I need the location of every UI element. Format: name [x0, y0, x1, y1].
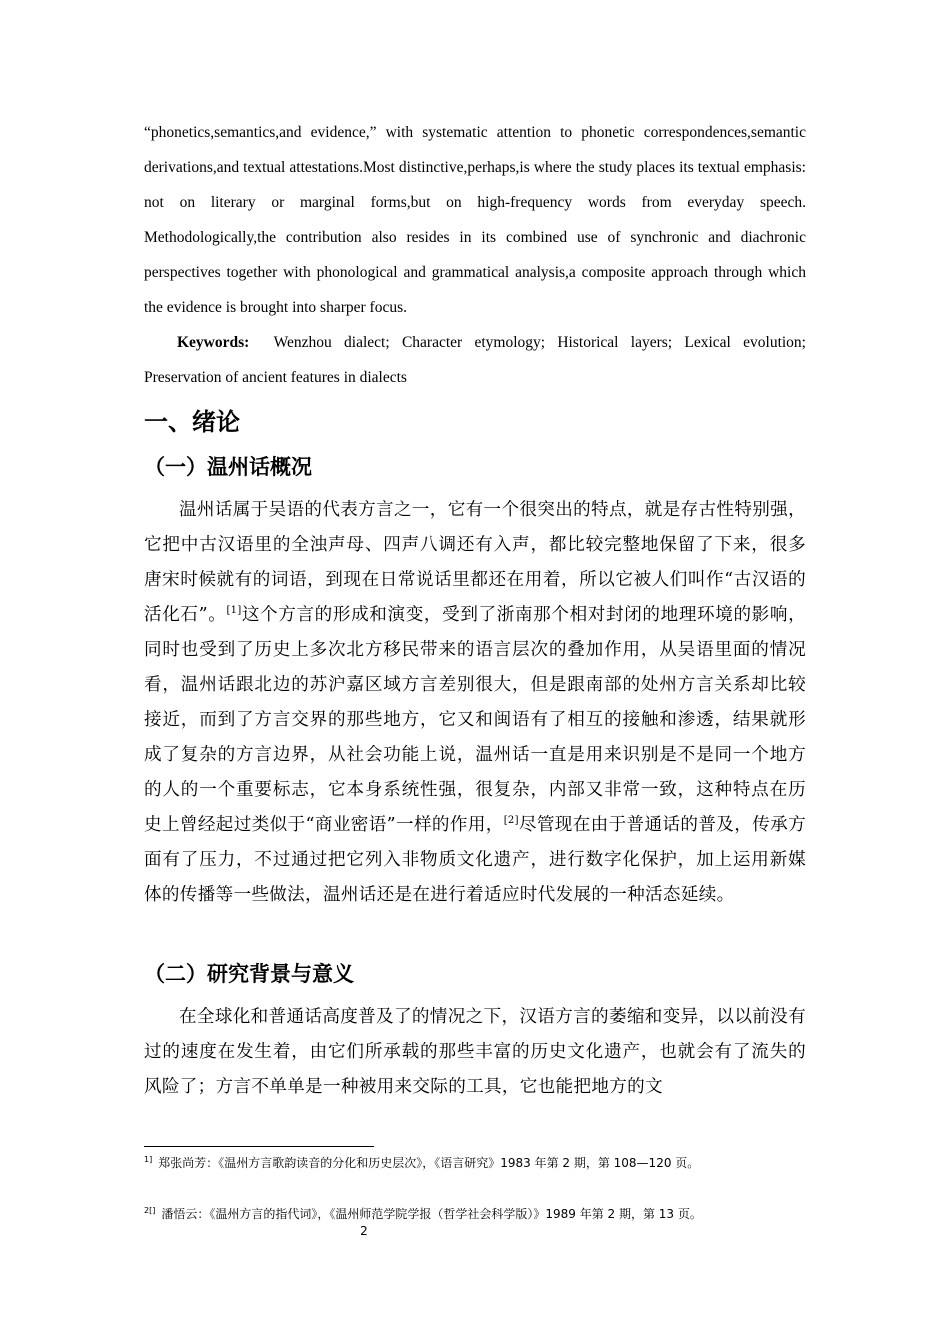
footnote-2-text: 潘悟云：《温州方言的指代词》，《温州师范学院学报（哲学社会科学版）》1989 年第 2 期，第 13 页。	[161, 1207, 702, 1221]
overview-text-part1: 温州话属于吴语的代表方言之一，它有一个很突出的特点，就是存古性特别强，它把中古汉语里的全浊声母、四声八调还有入声，都比较完整地保留了下来，很多唐宋时候就有的词语，到现在日常说话里都还在用着，所以它被人们叫作“古汉语的活化石”。	[144, 500, 806, 625]
footnote-1-mark: 1]	[144, 1155, 153, 1164]
subsection-heading-overview: （一）温州话概况	[144, 455, 312, 479]
subsection-heading-background: （二）研究背景与意义	[144, 962, 354, 986]
overview-paragraph	[144, 493, 806, 913]
page-number: 2	[360, 1224, 368, 1238]
footnote-2	[144, 1205, 844, 1223]
footnote-separator	[144, 1146, 374, 1147]
footnote-1	[144, 1154, 844, 1172]
keywords-line	[144, 325, 806, 395]
background-paragraph: 在全球化和普通话高度普及了的情况之下，汉语方言的萎缩和变异，以以前没有过的速度在发生着，由它们所承载的那些丰富的历史文化遗产，也就会有了流失的风险了；方言不单单是一种被用来交际的工具，它也能把地方的文	[144, 1007, 806, 1097]
citation-ref-1[interactable]: [1]	[226, 605, 242, 617]
abstract-paragraph: “phonetics,semantics,and evidence,” with systematic attention to phonetic correspondences,semantic derivations,and textual attestations.Most distinctive,perhaps,is where the study places its textual emphasis: not on literary or marginal forms,but on high-frequency words from everyday speech. Methodologically,the contribution also resides in its combined use of synchronic and diachronic perspectives together with phonological and grammatical analysis,a composite approach through which the evidence is brought into sharper focus.	[144, 124, 806, 316]
overview-text-part3: 尽管现在由于普通话的普及，传承方面有了压力，不过通过把它列入非物质文化遗产，进行数字化保护，加上运用新媒体的传播等一些做法，温州话还是在进行着适应时代发展的一种活态延续。	[144, 815, 806, 905]
keywords-text: Wenzhou dialect; Character etymology; Historical layers; Lexical evolution; Preservation of ancient features in dialects	[144, 334, 806, 386]
footnote-1-text: 郑张尚芳：《温州方言歌韵读音的分化和历史层次》，《语言研究》1983 年第 2 期，第 108—120 页。	[158, 1156, 700, 1170]
keywords-label: Keywords:	[177, 334, 250, 351]
overview-text-part2: 这个方言的形成和演变，受到了浙南那个相对封闭的地理环境的影响，同时也受到了历史上多次北方移民带来的语言层次的叠加作用，从吴语里面的情况看，温州话跟北边的苏沪嘉区域方言差别很大，但是跟南部的处州方言关系却比较接近，而到了方言交界的那些地方，它又和闽语有了相互的接触和渗透，结果就形成了复杂的方言边界，从社会功能上说，温州话一直是用来识别是不是同一个地方的人的一个重要标志，它本身系统性强，很复杂，内部又非常一致，这种特点在历史上曾经起过类似于“商业密语”一样的作用，	[144, 605, 806, 835]
section-heading-introduction: 一、绪论	[144, 408, 240, 436]
citation-ref-2[interactable]: [2]	[503, 815, 519, 827]
footnote-2-mark: 2[]	[144, 1206, 156, 1215]
